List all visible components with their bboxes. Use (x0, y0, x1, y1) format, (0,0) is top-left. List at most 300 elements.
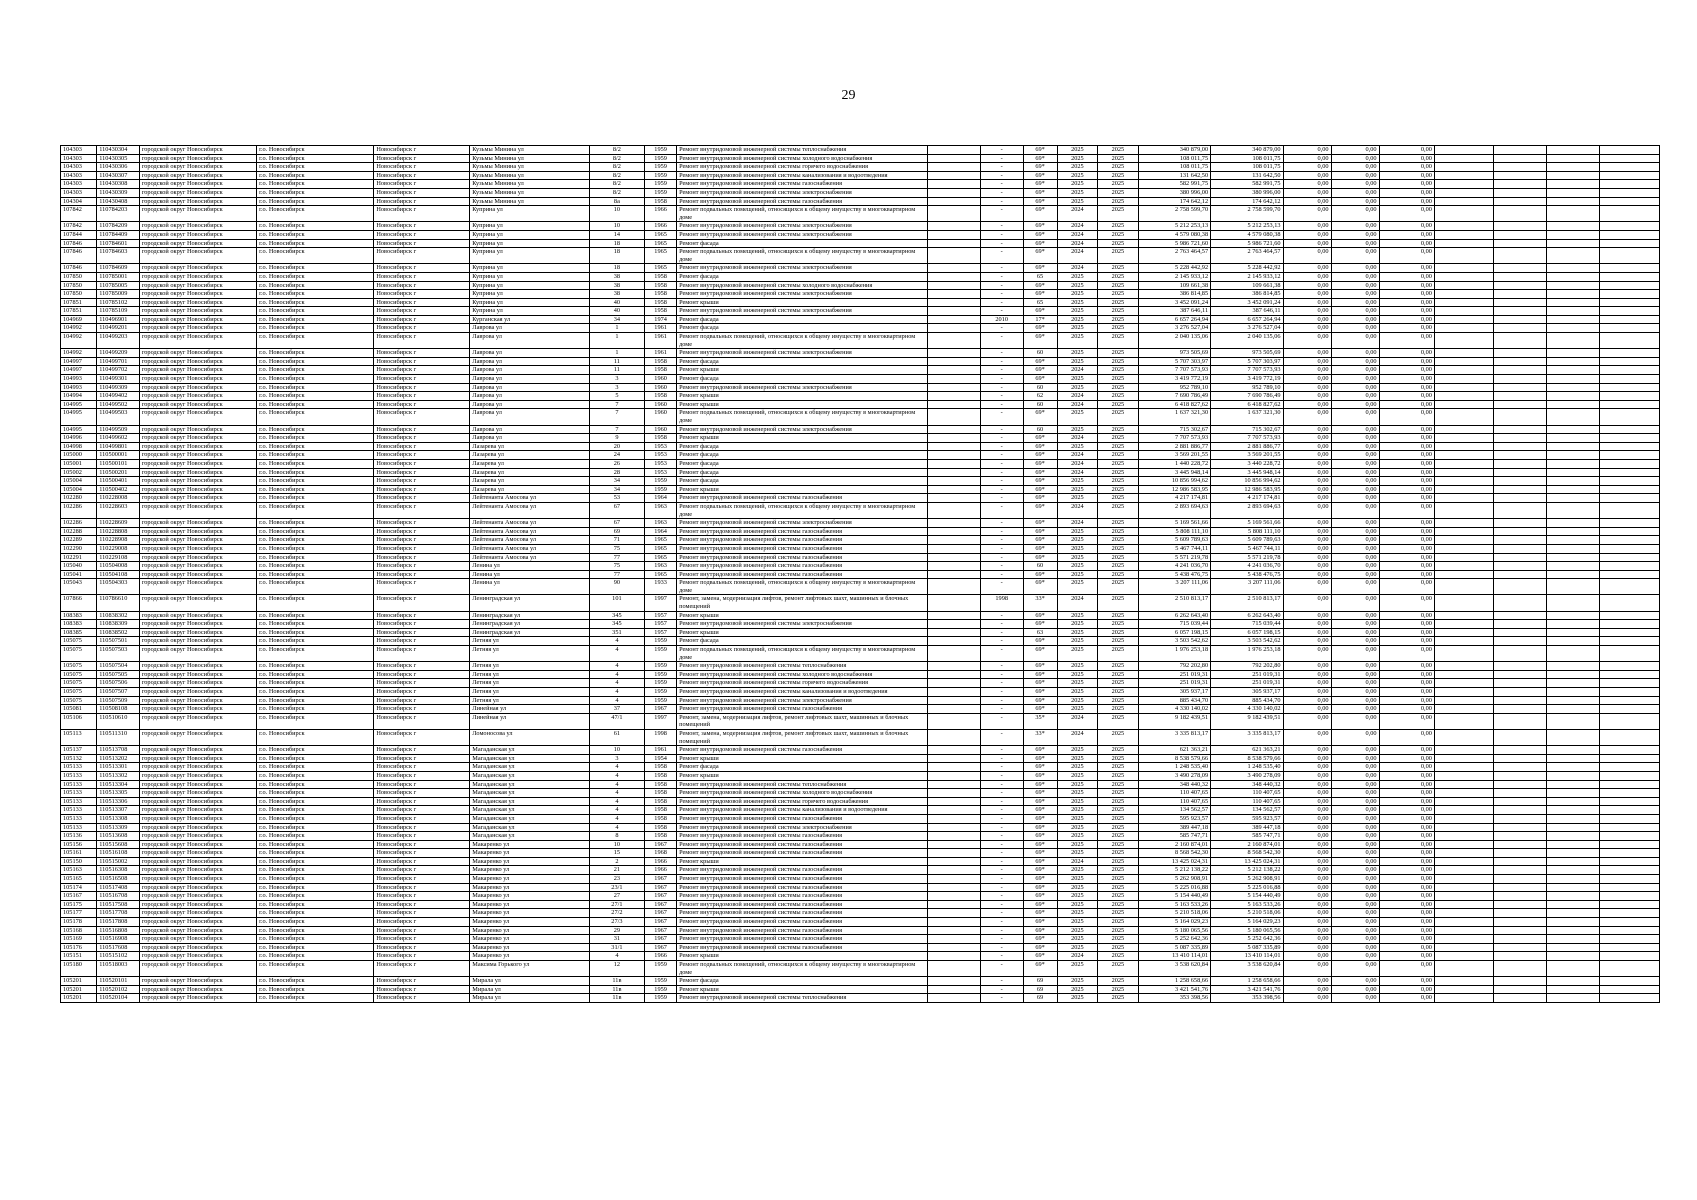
street-cell: Макаренко ул (470, 892, 589, 901)
last-repair-year-cell: - (980, 935, 1023, 944)
work-type-cell: Ремонт фасада (677, 763, 928, 772)
plan-start-year-cell: 2025 (1057, 171, 1098, 180)
empty-col-2-cell (1493, 248, 1546, 264)
subsidy-regional-cell: 0,00 (1331, 451, 1379, 460)
subsidy-regional-cell: 0,00 (1331, 519, 1379, 528)
municipal-district-cell: городской округ Новосибирск (139, 595, 256, 611)
settlement-cell: Новосибирск г (374, 239, 470, 248)
settlement-cell: Новосибирск г (374, 952, 470, 961)
municipal-district-cell: городской округ Новосибирск (139, 180, 256, 189)
subsidy-local-cell: 0,00 (1379, 883, 1434, 892)
fund-cost-cell: 3 207 111,06 (1211, 579, 1283, 595)
plan-start-year-cell: 2025 (1057, 746, 1098, 755)
empty-col-3-cell (1546, 679, 1599, 688)
house-number-cell: 8/2 (589, 163, 644, 172)
table-row (61, 646, 1660, 662)
table-row (61, 780, 1660, 789)
total-cost-cell: 1 637 321,30 (1138, 409, 1210, 425)
house-number-cell: 4 (589, 763, 644, 772)
subsidy-local-cell: 0,00 (1379, 409, 1434, 425)
subsidy-regional-cell: 0,00 (1331, 315, 1379, 324)
house-id-cell: 102289 (61, 536, 97, 545)
plan-end-year-cell: 2025 (1098, 994, 1139, 1003)
fund-cost-cell: 134 562,57 (1211, 806, 1283, 815)
house-id-cell: 104303 (61, 180, 97, 189)
empty-col-4-cell (1600, 197, 1660, 206)
subsidy-regional-cell: 0,00 (1331, 628, 1379, 637)
empty-col-3-cell (1546, 943, 1599, 952)
empty-col-1-cell (1434, 307, 1493, 316)
last-repair-year-cell: - (980, 806, 1023, 815)
extra-info-cell (927, 570, 980, 579)
empty-col-3-cell (1546, 519, 1599, 528)
subsidy-regional-cell: 0,00 (1331, 926, 1379, 935)
subsidy-federal-cell: 0,00 (1283, 451, 1331, 460)
build-year-cell: 1965 (645, 264, 677, 273)
subsidy-federal-cell: 0,00 (1283, 977, 1331, 986)
house-number-cell: 4 (589, 814, 644, 823)
subsidy-local-cell: 0,00 (1379, 832, 1434, 841)
subsidy-federal-cell: 0,00 (1283, 705, 1331, 714)
subsidy-local-cell: 0,00 (1379, 713, 1434, 729)
wear-percent-cell: 69* (1023, 553, 1057, 562)
extra-info-cell (927, 562, 980, 571)
empty-col-2-cell (1493, 357, 1546, 366)
empty-col-4-cell (1600, 628, 1660, 637)
house-id-cell: 107850 (61, 281, 97, 290)
subsidy-federal-cell: 0,00 (1283, 780, 1331, 789)
plan-start-year-cell: 2025 (1057, 562, 1098, 571)
house-number-cell: 4 (589, 823, 644, 832)
build-year-cell: 1959 (645, 163, 677, 172)
subsidy-federal-cell: 0,00 (1283, 502, 1331, 518)
municipal-district-cell: городской округ Новосибирск (139, 459, 256, 468)
municipality-cell: г.о. Новосибирск (257, 994, 374, 1003)
extra-info-cell (927, 849, 980, 858)
house-id-cell: 104303 (61, 146, 97, 155)
work-id-cell: 110496901 (97, 315, 140, 324)
work-id-cell: 110507507 (97, 688, 140, 697)
subsidy-federal-cell: 0,00 (1283, 298, 1331, 307)
subsidy-regional-cell: 0,00 (1331, 290, 1379, 299)
empty-col-2-cell (1493, 595, 1546, 611)
street-cell: Магаданская ул (470, 806, 589, 815)
work-type-cell: Ремонт внутридомовой инженерной системы теплоснабжения (677, 662, 928, 671)
empty-col-2-cell (1493, 239, 1546, 248)
empty-col-1-cell (1434, 696, 1493, 705)
plan-end-year-cell: 2025 (1098, 502, 1139, 518)
build-year-cell: 1964 (645, 527, 677, 536)
plan-end-year-cell: 2025 (1098, 163, 1139, 172)
settlement-cell: Новосибирск г (374, 935, 470, 944)
table-row (61, 409, 1660, 425)
subsidy-local-cell: 0,00 (1379, 290, 1434, 299)
build-year-cell: 1961 (645, 746, 677, 755)
empty-col-2-cell (1493, 442, 1546, 451)
work-id-cell: 110507506 (97, 679, 140, 688)
subsidy-local-cell: 0,00 (1379, 307, 1434, 316)
street-cell: Мирала ул (470, 977, 589, 986)
municipal-district-cell: городской округ Новосибирск (139, 943, 256, 952)
empty-col-3-cell (1546, 832, 1599, 841)
extra-info-cell (927, 349, 980, 358)
empty-col-3-cell (1546, 729, 1599, 745)
house-id-cell: 104304 (61, 197, 97, 206)
plan-end-year-cell: 2025 (1098, 544, 1139, 553)
settlement-cell: Новосибирск г (374, 264, 470, 273)
total-cost-cell: 3 503 542,62 (1138, 637, 1210, 646)
street-cell: Лаврова ул (470, 349, 589, 358)
work-type-cell: Ремонт внутридомовой инженерной системы электроснабжения (677, 307, 928, 316)
work-id-cell: 110499209 (97, 349, 140, 358)
house-number-cell: 34 (589, 485, 644, 494)
house-id-cell: 107846 (61, 264, 97, 273)
table-row (61, 688, 1660, 697)
plan-end-year-cell: 2025 (1098, 646, 1139, 662)
wear-percent-cell: 69* (1023, 357, 1057, 366)
municipality-cell: г.о. Новосибирск (257, 494, 374, 503)
wear-percent-cell: 69* (1023, 163, 1057, 172)
total-cost-cell: 715 302,67 (1138, 425, 1210, 434)
plan-end-year-cell: 2025 (1098, 662, 1139, 671)
empty-col-4-cell (1600, 662, 1660, 671)
work-type-cell: Ремонт подвальных помещений, относящихся к общему имуществу в многоквартирном доме (677, 206, 928, 222)
work-type-cell: Ремонт внутридомовой инженерной системы газоснабжения (677, 849, 928, 858)
fund-cost-cell: 251 019,31 (1211, 679, 1283, 688)
total-cost-cell: 4 579 080,38 (1138, 230, 1210, 239)
subsidy-federal-cell: 0,00 (1283, 943, 1331, 952)
municipal-district-cell: городской округ Новосибирск (139, 544, 256, 553)
settlement-cell: Новосибирск г (374, 553, 470, 562)
extra-info-cell (927, 771, 980, 780)
table-row (61, 188, 1660, 197)
municipal-district-cell: городской округ Новосибирск (139, 154, 256, 163)
extra-info-cell (927, 485, 980, 494)
empty-col-1-cell (1434, 366, 1493, 375)
street-cell: Ломоносова ул (470, 729, 589, 745)
subsidy-regional-cell: 0,00 (1331, 746, 1379, 755)
wear-percent-cell: 69* (1023, 494, 1057, 503)
plan-end-year-cell: 2025 (1098, 230, 1139, 239)
extra-info-cell (927, 298, 980, 307)
subsidy-local-cell: 0,00 (1379, 595, 1434, 611)
extra-info-cell (927, 409, 980, 425)
work-id-cell: 110786610 (97, 595, 140, 611)
subsidy-regional-cell: 0,00 (1331, 595, 1379, 611)
total-cost-cell: 973 505,69 (1138, 349, 1210, 358)
last-repair-year-cell: - (980, 451, 1023, 460)
house-id-cell: 104997 (61, 366, 97, 375)
subsidy-federal-cell: 0,00 (1283, 519, 1331, 528)
last-repair-year-cell: - (980, 239, 1023, 248)
settlement-cell: Новосибирск г (374, 705, 470, 714)
house-id-cell: 105075 (61, 646, 97, 662)
last-repair-year-cell: - (980, 679, 1023, 688)
work-id-cell: 110784203 (97, 206, 140, 222)
empty-col-2-cell (1493, 849, 1546, 858)
subsidy-regional-cell: 0,00 (1331, 163, 1379, 172)
last-repair-year-cell: - (980, 705, 1023, 714)
subsidy-regional-cell: 0,00 (1331, 806, 1379, 815)
last-repair-year-cell: - (980, 754, 1023, 763)
subsidy-federal-cell: 0,00 (1283, 349, 1331, 358)
municipality-cell: г.о. Новосибирск (257, 315, 374, 324)
subsidy-federal-cell: 0,00 (1283, 307, 1331, 316)
empty-col-4-cell (1600, 670, 1660, 679)
empty-col-1-cell (1434, 409, 1493, 425)
municipality-cell: г.о. Новосибирск (257, 797, 374, 806)
municipal-district-cell: городской округ Новосибирск (139, 494, 256, 503)
house-id-cell: 105040 (61, 562, 97, 571)
subsidy-federal-cell: 0,00 (1283, 595, 1331, 611)
build-year-cell: 1961 (645, 333, 677, 349)
empty-col-3-cell (1546, 823, 1599, 832)
extra-info-cell (927, 357, 980, 366)
municipal-district-cell: городской округ Новосибирск (139, 477, 256, 486)
subsidy-regional-cell: 0,00 (1331, 909, 1379, 918)
last-repair-year-cell: - (980, 188, 1023, 197)
extra-info-cell (927, 442, 980, 451)
empty-col-4-cell (1600, 188, 1660, 197)
extra-info-cell (927, 814, 980, 823)
house-number-cell: 4 (589, 670, 644, 679)
plan-start-year-cell: 2025 (1057, 771, 1098, 780)
wear-percent-cell: 65 (1023, 298, 1057, 307)
municipality-cell: г.о. Новосибирск (257, 570, 374, 579)
empty-col-1-cell (1434, 146, 1493, 155)
empty-col-4-cell (1600, 349, 1660, 358)
plan-start-year-cell: 2025 (1057, 553, 1098, 562)
plan-start-year-cell: 2025 (1057, 485, 1098, 494)
total-cost-cell: 621 363,21 (1138, 746, 1210, 755)
municipality-cell: г.о. Новосибирск (257, 857, 374, 866)
plan-end-year-cell: 2025 (1098, 375, 1139, 384)
total-cost-cell: 5 163 533,26 (1138, 900, 1210, 909)
settlement-cell: Новосибирск г (374, 570, 470, 579)
municipality-cell: г.о. Новосибирск (257, 180, 374, 189)
settlement-cell: Новосибирск г (374, 961, 470, 977)
street-cell: Кузьмы Минина ул (470, 197, 589, 206)
subsidy-federal-cell: 0,00 (1283, 375, 1331, 384)
table-row (61, 943, 1660, 952)
subsidy-federal-cell: 0,00 (1283, 620, 1331, 629)
plan-start-year-cell: 2024 (1057, 595, 1098, 611)
house-id-cell: 107842 (61, 222, 97, 231)
municipality-cell: г.о. Новосибирск (257, 485, 374, 494)
work-id-cell: 110228008 (97, 494, 140, 503)
empty-col-2-cell (1493, 926, 1546, 935)
subsidy-regional-cell: 0,00 (1331, 713, 1379, 729)
house-id-cell: 104995 (61, 425, 97, 434)
municipality-cell: г.о. Новосибирск (257, 814, 374, 823)
empty-col-1-cell (1434, 620, 1493, 629)
house-id-cell: 105180 (61, 961, 97, 977)
total-cost-cell: 13 410 114,01 (1138, 952, 1210, 961)
work-type-cell: Ремонт внутридомовой инженерной системы электроснабжения (677, 290, 928, 299)
house-id-cell: 107842 (61, 206, 97, 222)
empty-col-3-cell (1546, 502, 1599, 518)
street-cell: Магаданская ул (470, 814, 589, 823)
street-cell: Магаданская ул (470, 763, 589, 772)
work-type-cell: Ремонт подвальных помещений, относящихся к общему имуществу в многоквартирном доме (677, 409, 928, 425)
house-number-cell: 351 (589, 628, 644, 637)
empty-col-4-cell (1600, 806, 1660, 815)
plan-start-year-cell: 2024 (1057, 366, 1098, 375)
plan-start-year-cell: 2025 (1057, 197, 1098, 206)
wear-percent-cell: 69* (1023, 230, 1057, 239)
work-type-cell: Ремонт фасада (677, 451, 928, 460)
municipality-cell: г.о. Новосибирск (257, 823, 374, 832)
street-cell: Магаданская ул (470, 746, 589, 755)
plan-start-year-cell: 2025 (1057, 315, 1098, 324)
plan-start-year-cell: 2025 (1057, 849, 1098, 858)
subsidy-local-cell: 0,00 (1379, 611, 1434, 620)
table-row (61, 763, 1660, 772)
street-cell: Лазарева ул (470, 451, 589, 460)
empty-col-1-cell (1434, 611, 1493, 620)
municipality-cell: г.о. Новосибирск (257, 222, 374, 231)
table-row (61, 628, 1660, 637)
municipal-district-cell: городской округ Новосибирск (139, 746, 256, 755)
subsidy-regional-cell: 0,00 (1331, 620, 1379, 629)
municipality-cell: г.о. Новосибирск (257, 248, 374, 264)
build-year-cell: 1958 (645, 298, 677, 307)
extra-info-cell (927, 154, 980, 163)
empty-col-3-cell (1546, 849, 1599, 858)
municipality-cell: г.о. Новосибирск (257, 611, 374, 620)
extra-info-cell (927, 290, 980, 299)
settlement-cell: Новосибирск г (374, 814, 470, 823)
subsidy-federal-cell: 0,00 (1283, 823, 1331, 832)
municipality-cell: г.о. Новосибирск (257, 434, 374, 443)
municipal-district-cell: городской округ Новосибирск (139, 239, 256, 248)
last-repair-year-cell: - (980, 383, 1023, 392)
fund-cost-cell: 5 707 303,97 (1211, 357, 1283, 366)
build-year-cell: 1958 (645, 197, 677, 206)
total-cost-cell: 386 814,85 (1138, 290, 1210, 299)
empty-col-1-cell (1434, 553, 1493, 562)
extra-info-cell (927, 832, 980, 841)
empty-col-3-cell (1546, 713, 1599, 729)
subsidy-regional-cell: 0,00 (1331, 662, 1379, 671)
settlement-cell: Новосибирск г (374, 628, 470, 637)
last-repair-year-cell: - (980, 442, 1023, 451)
street-cell: Линейная ул (470, 713, 589, 729)
last-repair-year-cell: - (980, 154, 1023, 163)
municipality-cell: г.о. Новосибирск (257, 875, 374, 884)
last-repair-year-cell: - (980, 909, 1023, 918)
subsidy-local-cell: 0,00 (1379, 375, 1434, 384)
house-id-cell: 105075 (61, 679, 97, 688)
empty-col-2-cell (1493, 985, 1546, 994)
municipality-cell: г.о. Новосибирск (257, 425, 374, 434)
house-id-cell: 105001 (61, 459, 97, 468)
last-repair-year-cell: - (980, 468, 1023, 477)
settlement-cell: Новосибирск г (374, 662, 470, 671)
house-number-cell: 345 (589, 620, 644, 629)
fund-cost-cell: 3 490 278,09 (1211, 771, 1283, 780)
house-id-cell: 105002 (61, 468, 97, 477)
empty-col-4-cell (1600, 780, 1660, 789)
settlement-cell: Новосибирск г (374, 494, 470, 503)
wear-percent-cell: 69* (1023, 780, 1057, 789)
municipal-district-cell: городской округ Новосибирск (139, 688, 256, 697)
plan-end-year-cell: 2025 (1098, 926, 1139, 935)
extra-info-cell (927, 943, 980, 952)
plan-start-year-cell: 2025 (1057, 307, 1098, 316)
empty-col-2-cell (1493, 383, 1546, 392)
house-id-cell: 102290 (61, 544, 97, 553)
total-cost-cell: 5 228 442,92 (1138, 264, 1210, 273)
subsidy-regional-cell: 0,00 (1331, 154, 1379, 163)
fund-cost-cell: 5 228 442,92 (1211, 264, 1283, 273)
last-repair-year-cell: - (980, 875, 1023, 884)
empty-col-2-cell (1493, 281, 1546, 290)
municipal-district-cell: городской округ Новосибирск (139, 797, 256, 806)
plan-start-year-cell: 2024 (1057, 434, 1098, 443)
build-year-cell: 1959 (645, 994, 677, 1003)
plan-start-year-cell: 2025 (1057, 943, 1098, 952)
total-cost-cell: 1 440 228,72 (1138, 459, 1210, 468)
empty-col-1-cell (1434, 536, 1493, 545)
municipal-district-cell: городской округ Новосибирск (139, 579, 256, 595)
empty-col-4-cell (1600, 637, 1660, 646)
build-year-cell: 1957 (645, 611, 677, 620)
last-repair-year-cell: - (980, 544, 1023, 553)
municipal-district-cell: городской округ Новосибирск (139, 935, 256, 944)
empty-col-1-cell (1434, 392, 1493, 401)
extra-info-cell (927, 926, 980, 935)
plan-end-year-cell: 2025 (1098, 519, 1139, 528)
municipality-cell: г.о. Новосибирск (257, 477, 374, 486)
municipal-district-cell: городской округ Новосибирск (139, 264, 256, 273)
table-row (61, 459, 1660, 468)
street-cell: Лазарева ул (470, 442, 589, 451)
work-id-cell: 110499701 (97, 357, 140, 366)
empty-col-4-cell (1600, 754, 1660, 763)
total-cost-cell: 9 182 439,51 (1138, 713, 1210, 729)
street-cell: Лейтенанта Амосова ул (470, 544, 589, 553)
plan-end-year-cell: 2025 (1098, 451, 1139, 460)
plan-start-year-cell: 2024 (1057, 392, 1098, 401)
build-year-cell: 1998 (645, 729, 677, 745)
empty-col-2-cell (1493, 909, 1546, 918)
total-cost-cell: 5 609 789,63 (1138, 536, 1210, 545)
house-id-cell: 107844 (61, 230, 97, 239)
wear-percent-cell: 69* (1023, 264, 1057, 273)
municipality-cell: г.о. Новосибирск (257, 579, 374, 595)
last-repair-year-cell: - (980, 264, 1023, 273)
empty-col-3-cell (1546, 222, 1599, 231)
house-id-cell: 105165 (61, 875, 97, 884)
build-year-cell: 1961 (645, 324, 677, 333)
table-row (61, 222, 1660, 231)
work-id-cell: 110520104 (97, 994, 140, 1003)
extra-info-cell (927, 746, 980, 755)
extra-info-cell (927, 239, 980, 248)
last-repair-year-cell: - (980, 866, 1023, 875)
fund-cost-cell: 1 248 535,40 (1211, 763, 1283, 772)
subsidy-regional-cell: 0,00 (1331, 527, 1379, 536)
empty-col-4-cell (1600, 646, 1660, 662)
extra-info-cell (927, 553, 980, 562)
municipality-cell: г.о. Новосибирск (257, 729, 374, 745)
wear-percent-cell: 69 (1023, 985, 1057, 994)
last-repair-year-cell: 2010 (980, 315, 1023, 324)
municipal-district-cell: городской округ Новосибирск (139, 637, 256, 646)
subsidy-local-cell: 0,00 (1379, 840, 1434, 849)
subsidy-local-cell: 0,00 (1379, 763, 1434, 772)
